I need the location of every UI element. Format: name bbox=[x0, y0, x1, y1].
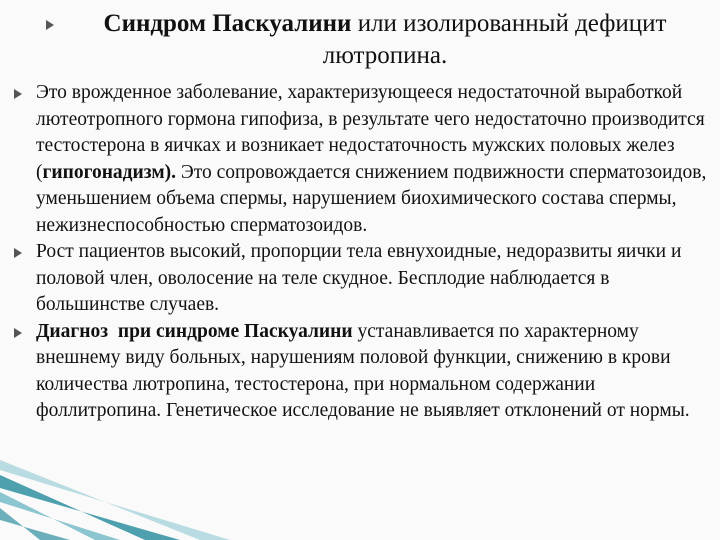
triangle-bullet-icon bbox=[14, 248, 22, 258]
item-text: Рост пациентов высокий, пропорции тела евнухоидные, недоразвиты яички и половой член, оволосение на теле скудное. Бесплодие наблюдается в большинстве случаев. bbox=[36, 241, 682, 315]
list-item bbox=[36, 319, 714, 425]
title-bold: Синдром Паскуалини bbox=[103, 10, 352, 37]
item-text: Это врожденное заболевание, характеризующееся недостаточной выработкой лютеотропного гормона гипофиза, в результате чего недостаточно производится тестостерона в яичках и возникает недостаточность мужских половых желез ( bbox=[36, 82, 705, 183]
slide-body bbox=[36, 80, 714, 425]
slide-title bbox=[60, 8, 710, 72]
list-item bbox=[36, 80, 714, 239]
triangle-bullet-icon bbox=[14, 328, 22, 338]
item-text-cont: устанавливается по характерному внешнему виду больных, нарушениям половой функции, снижению в крови количества лютропина, тестостерона, при нормальном содержании фоллитропина. Генетическое исследование не выявляет отклонений от нормы. bbox=[36, 320, 690, 421]
corner-stripes-decoration bbox=[0, 430, 230, 540]
list-item bbox=[36, 239, 714, 319]
item-text-cont: Это сопровождается снижением подвижности сперматозоидов, уменьшением объема спермы, нарушением биохимического состава спермы, нежизнеспособностью сперматозоидов. bbox=[36, 161, 707, 236]
triangle-bullet-icon bbox=[14, 89, 22, 99]
item-bold: гипогонадизм). bbox=[42, 161, 176, 183]
title-rest: или изолированный дефицит лютропина. bbox=[322, 10, 667, 69]
title-bullet-icon bbox=[46, 20, 54, 30]
item-bold: Диагноз при синдроме Паскуалини bbox=[36, 320, 353, 342]
